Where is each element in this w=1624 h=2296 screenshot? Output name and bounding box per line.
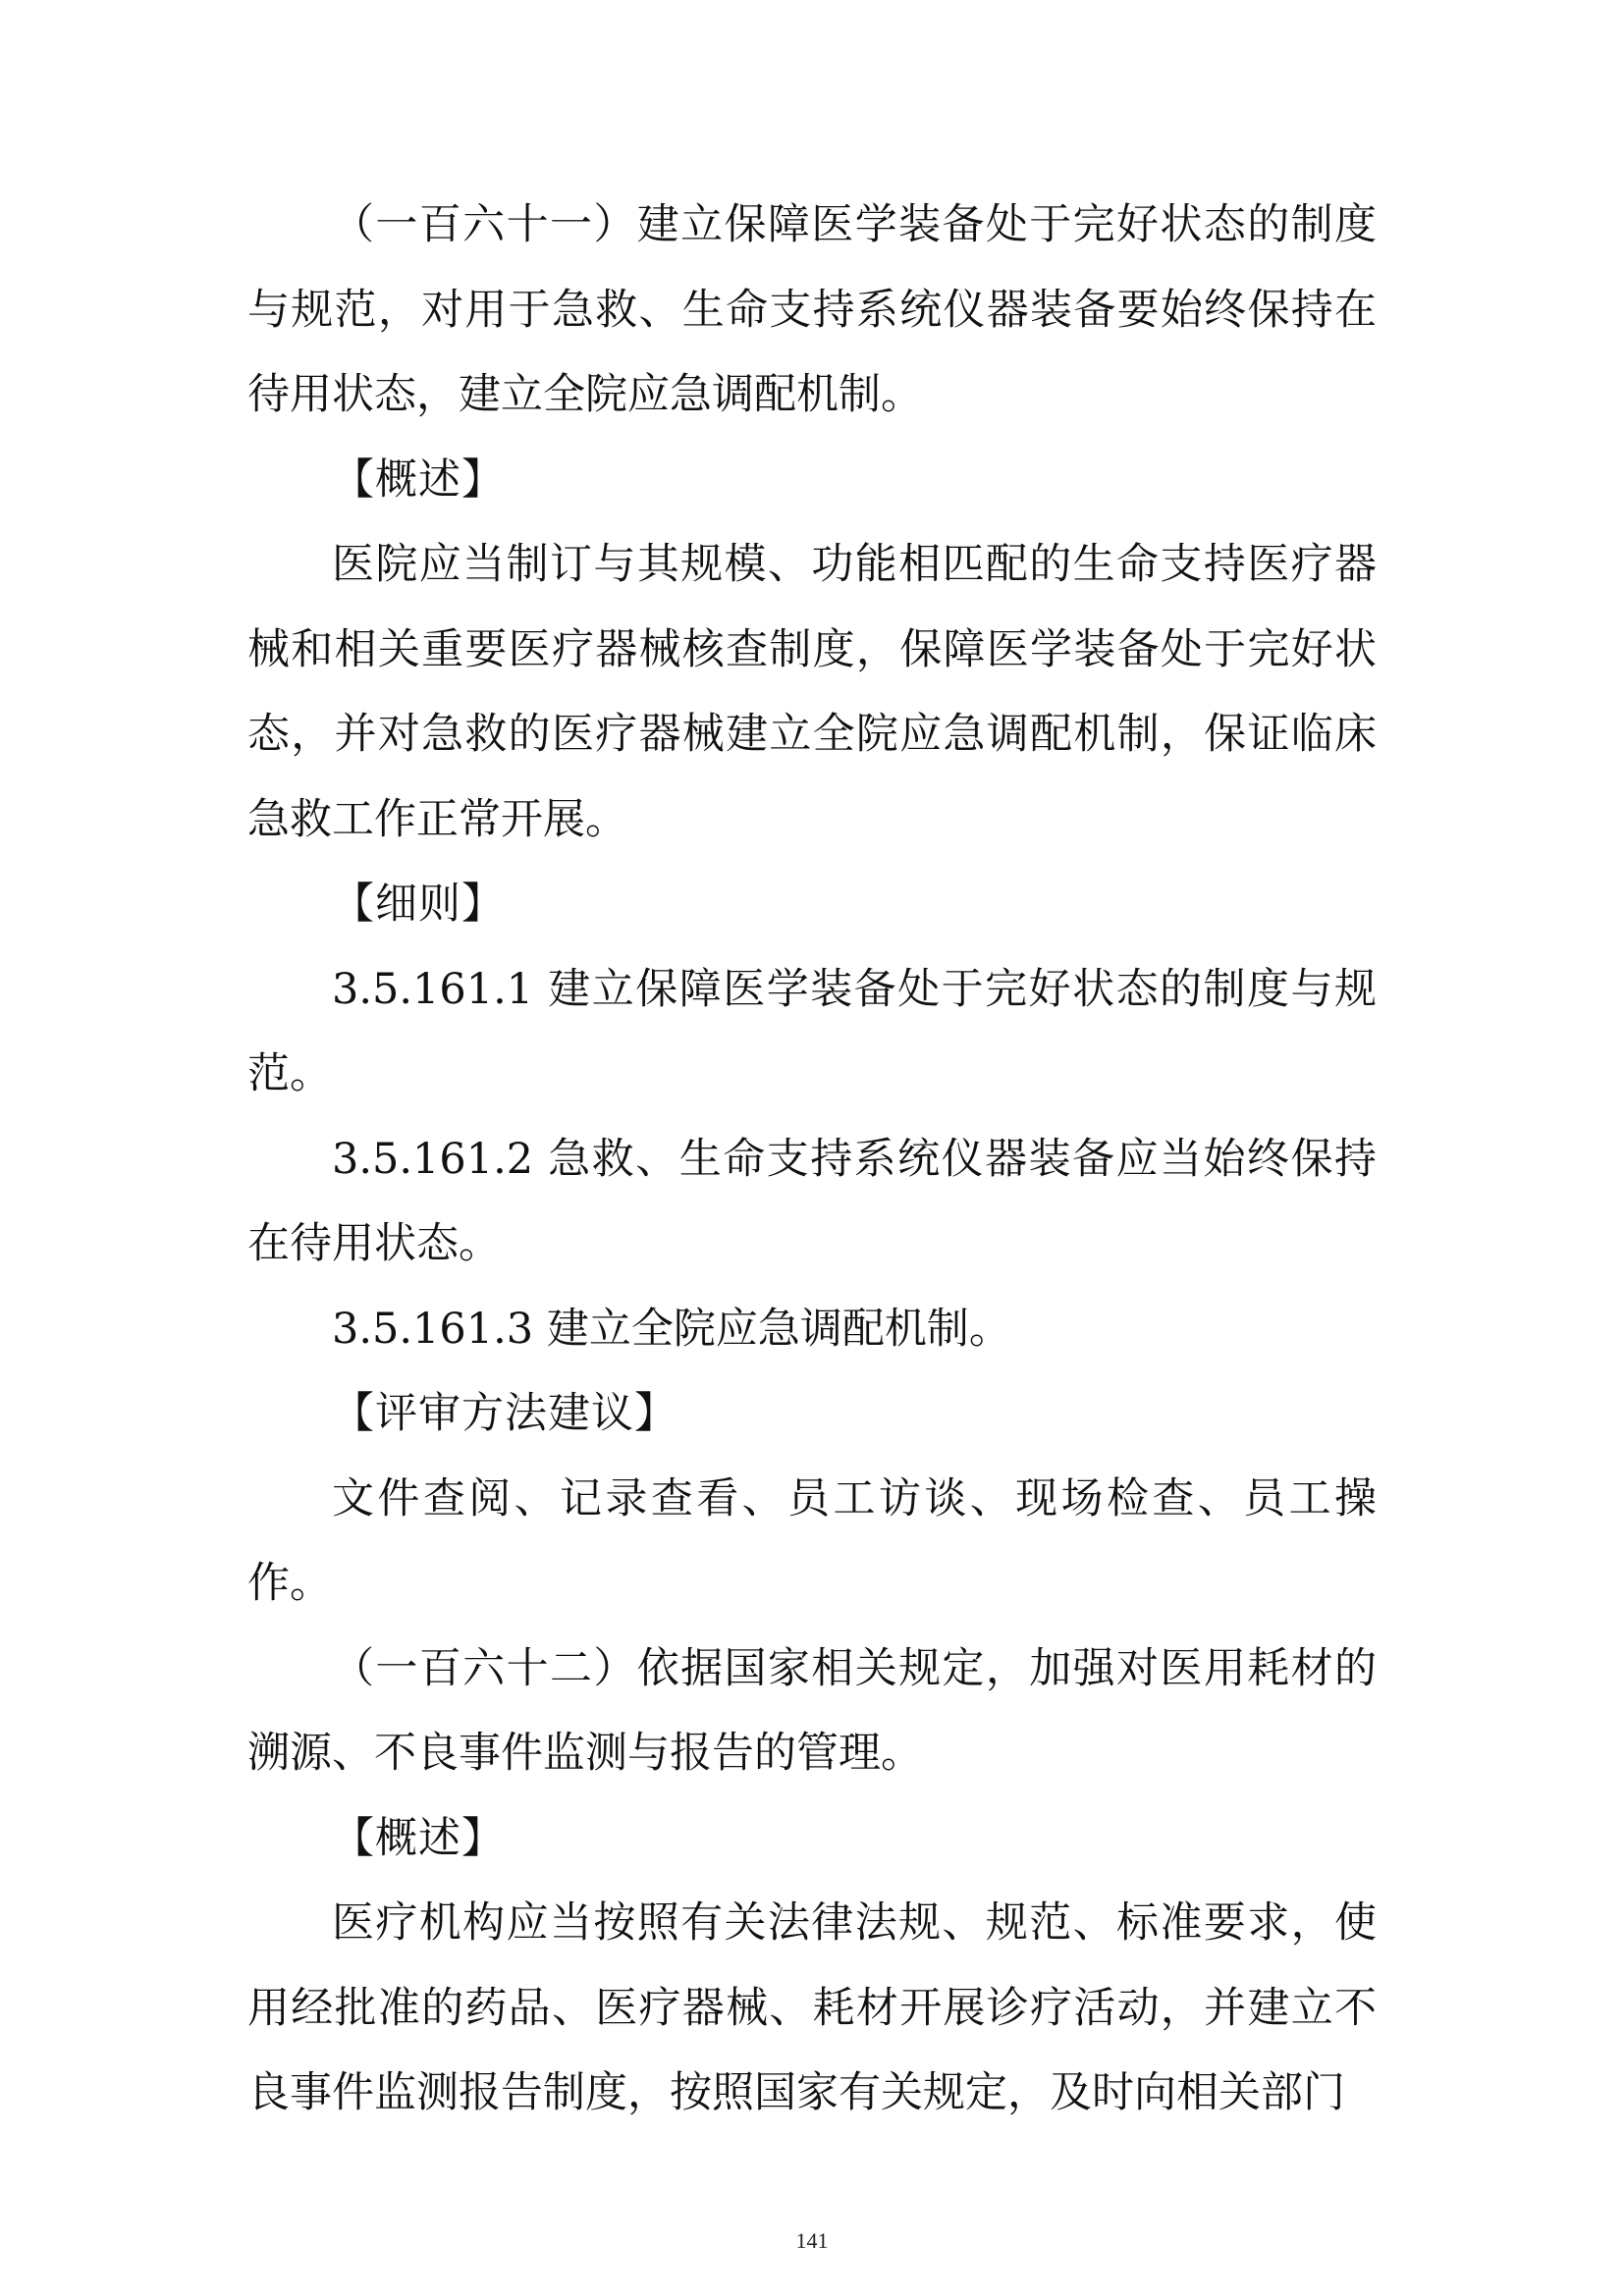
- overview-paragraph-2: 医疗机构应当按照有关法律法规、规范、标准要求，使用经批准的药品、医疗器械、耗材开展诊疗活动，并建立不良事件监测报告制度，按照国家有关规定，及时向相关部门: [247, 1898, 1377, 2117]
- detail-item-3: 3.5.161.3 建立全院应急调配机制。: [332, 1304, 1011, 1354]
- detail-item-1: 3.5.161.1 建立保障医学装备处于完好状态的制度与规范。: [247, 964, 1377, 1098]
- review-method-paragraph: 文件查阅、记录查看、员工访谈、现场检查、员工操作。: [247, 1473, 1377, 1608]
- document-body: [247, 183, 1377, 2136]
- details-heading: 【细则】: [332, 880, 505, 929]
- review-method-heading: 【评审方法建议】: [332, 1389, 677, 1438]
- page-number: 141: [795, 2228, 829, 2253]
- overview-paragraph: 医院应当制订与其规模、功能相匹配的生命支持医疗器械和相关重要医疗器械核查制度，保障医学装备处于完好状态，并对急救的医疗器械建立全院应急调配机制，保证临床急救工作正常开展。: [247, 540, 1377, 844]
- article-161-heading: （一百六十一）建立保障医学装备处于完好状态的制度与规范，对用于急救、生命支持系统仪器装备要始终保持在待用状态，建立全院应急调配机制。: [247, 200, 1377, 419]
- detail-item-2: 3.5.161.2 急救、生命支持系统仪器装备应当始终保持在待用状态。: [247, 1134, 1377, 1268]
- overview-heading: 【概述】: [332, 454, 505, 505]
- overview-heading-2: 【概述】: [332, 1813, 505, 1863]
- article-162-heading: （一百六十二）依据国家相关规定，加强对医用耗材的溯源、不良事件监测与报告的管理。: [247, 1643, 1377, 1778]
